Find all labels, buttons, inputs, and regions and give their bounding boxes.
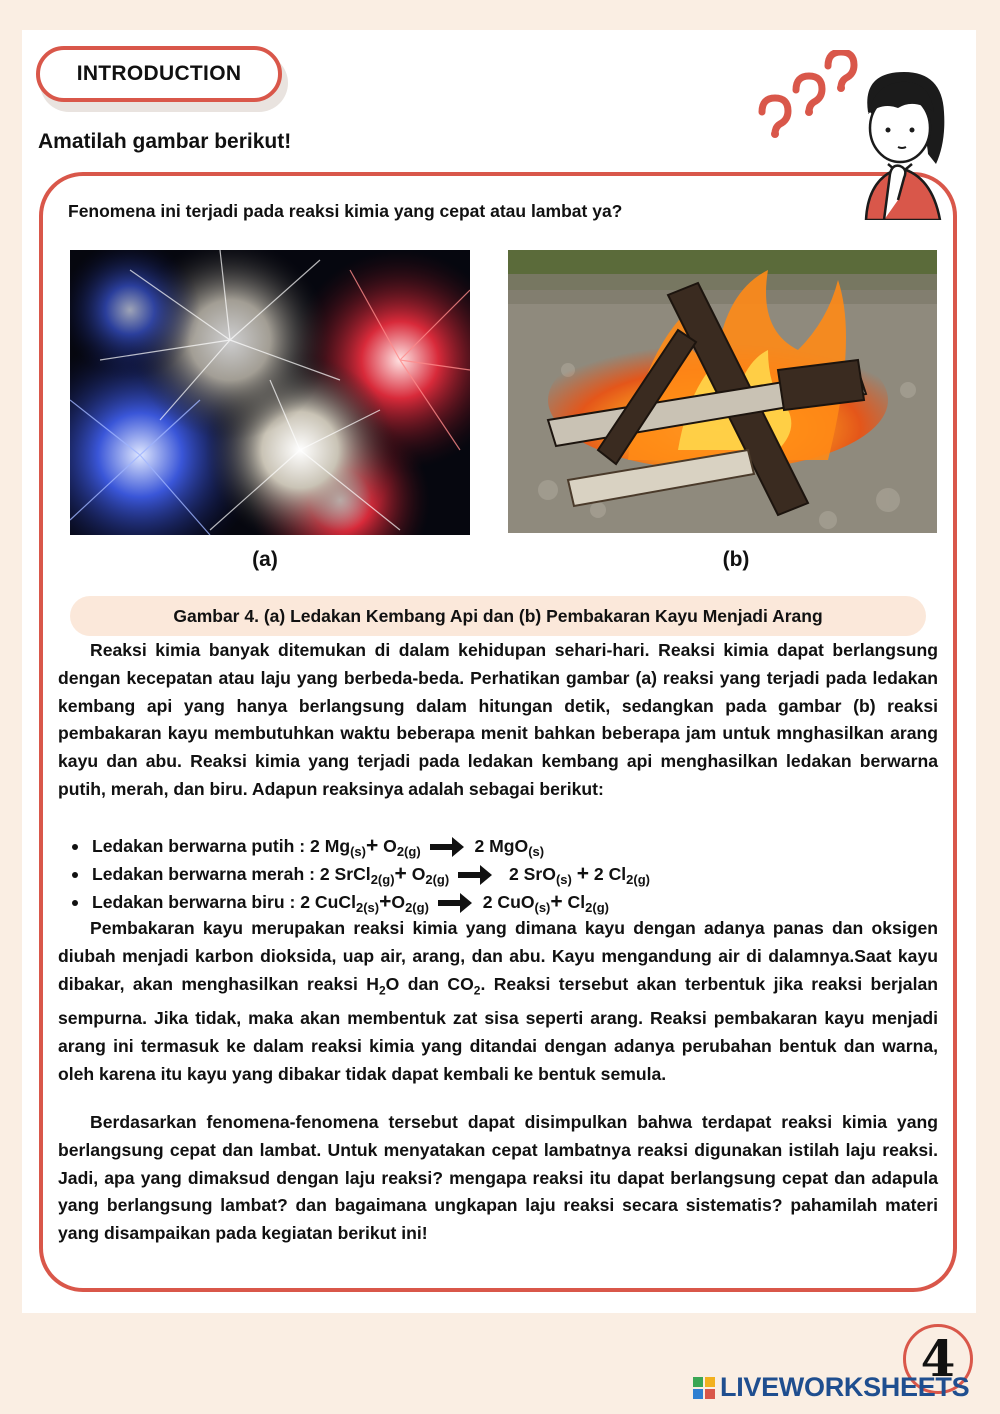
paragraph-2: Pembakaran kayu merupakan reaksi kimia yang dimana kayu dengan adanya panas dan oksigen diubah menjadi karbon dioksida, uap air, arang, dan abu. Kayu mengandung air di dalamnya.Saat kayu dibakar, akan menghasilkan reaksi $H_2O$ dan $CO_2$. Reaksi tersebut akan terbentuk jika reaksi berjalan sempurna. Jika tidak, maka akan membentuk zat sisa seperti arang. Reaksi pembakaran kayu menjadi arang ini termasuk ke dalam reaksi kimia yang ditandai dengan adanya perubahan bentuk dan warna, oleh karena itu kayu yang dibakar tidak dapat kembali ke bentuk semula. <box>58 918 938 1084</box>
paragraph-1: Reaksi kimia banyak ditemukan di dalam kehidupan sehari-hari. Reaksi kimia dapat berlangsung dengan kecepatan atau laju yang berbeda-beda. Perhatikan gambar (a) reaksi yang terjadi pada ledakan kembang api yang hanya berlangsung dalam hitungan detik, sedangkan pada gambar (b) reaksi pembakaran kayu membutuhkan waktu beberapa menit bahkan beberapa jam untuk mnghasilkan arang kayu dan abu. Reaksi kimia yang terjadi pada ledakan kembang api menghasilkan ledakan berwarna putih, merah, dan biru. Adapun reaksinya adalah sebagai berikut: <box>58 640 938 799</box>
figure-label-b: (b) <box>722 548 750 571</box>
liveworksheets-logo-icon <box>692 1376 716 1400</box>
thinking-girl-illustration <box>748 50 948 220</box>
paragraph-3: Berdasarkan fenomena-fenomena tersebut dapat disimpulkan bahwa terdapat reaksi kimia yang berlangsung cepat dan lambat. Untuk menyatakan cepat lambatnya reaksi digunakan istilah laju reaksi. Jadi, apa yang dimaksud dengan laju reaksi? mengapa reaksi itu dapat berlangsung cepat dan adapula yang berlangsung lambat? dan bagaimana ungkapan laju reaksi secara sistematis? pahamilah materi yang disampaikan pada kegiatan berikut ini! <box>58 1112 938 1244</box>
equation-blue: Ledakan berwarna biru : 2 $CuCl_{2(s)}+O_{2(g)}$ 2 $CuO_{(s)}+ Cl_{2(g)}$ <box>58 889 938 917</box>
figure-label-a: (a) <box>252 548 278 571</box>
burning-wood-photo <box>508 250 937 533</box>
reaction-arrow-icon <box>438 893 472 913</box>
page-number: 4 <box>920 1329 956 1388</box>
equation-red: Ledakan berwarna merah : 2 SrCl$_{2(g)}$+ $O_{2(g)}$ 2 SrO$_{(s)}$ + 2 $Cl_{2(g)}$ <box>58 861 938 889</box>
liveworksheets-logo: LIVEWORKSHEETS <box>692 1372 969 1403</box>
instruction-text: Amatilah gambar berikut! <box>38 130 292 153</box>
intro-heading: INTRODUCTION <box>36 46 282 102</box>
figure-caption: Gambar 4. (a) Ledakan Kembang Api dan (b) Pembakaran Kayu Menjadi Arang <box>70 596 926 636</box>
equation-list <box>58 833 938 917</box>
reaction-arrow-icon <box>458 865 492 885</box>
equation-white: Ledakan berwarna putih : 2 $Mg_{(s)}+ O_{2(g)}$ 2 MgO$_{(s)}$ <box>58 833 938 861</box>
fireworks-photo <box>70 250 470 535</box>
reaction-arrow-icon <box>430 837 464 857</box>
question-text: Fenomena ini terjadi pada reaksi kimia yang cepat atau lambat ya? <box>68 201 623 221</box>
